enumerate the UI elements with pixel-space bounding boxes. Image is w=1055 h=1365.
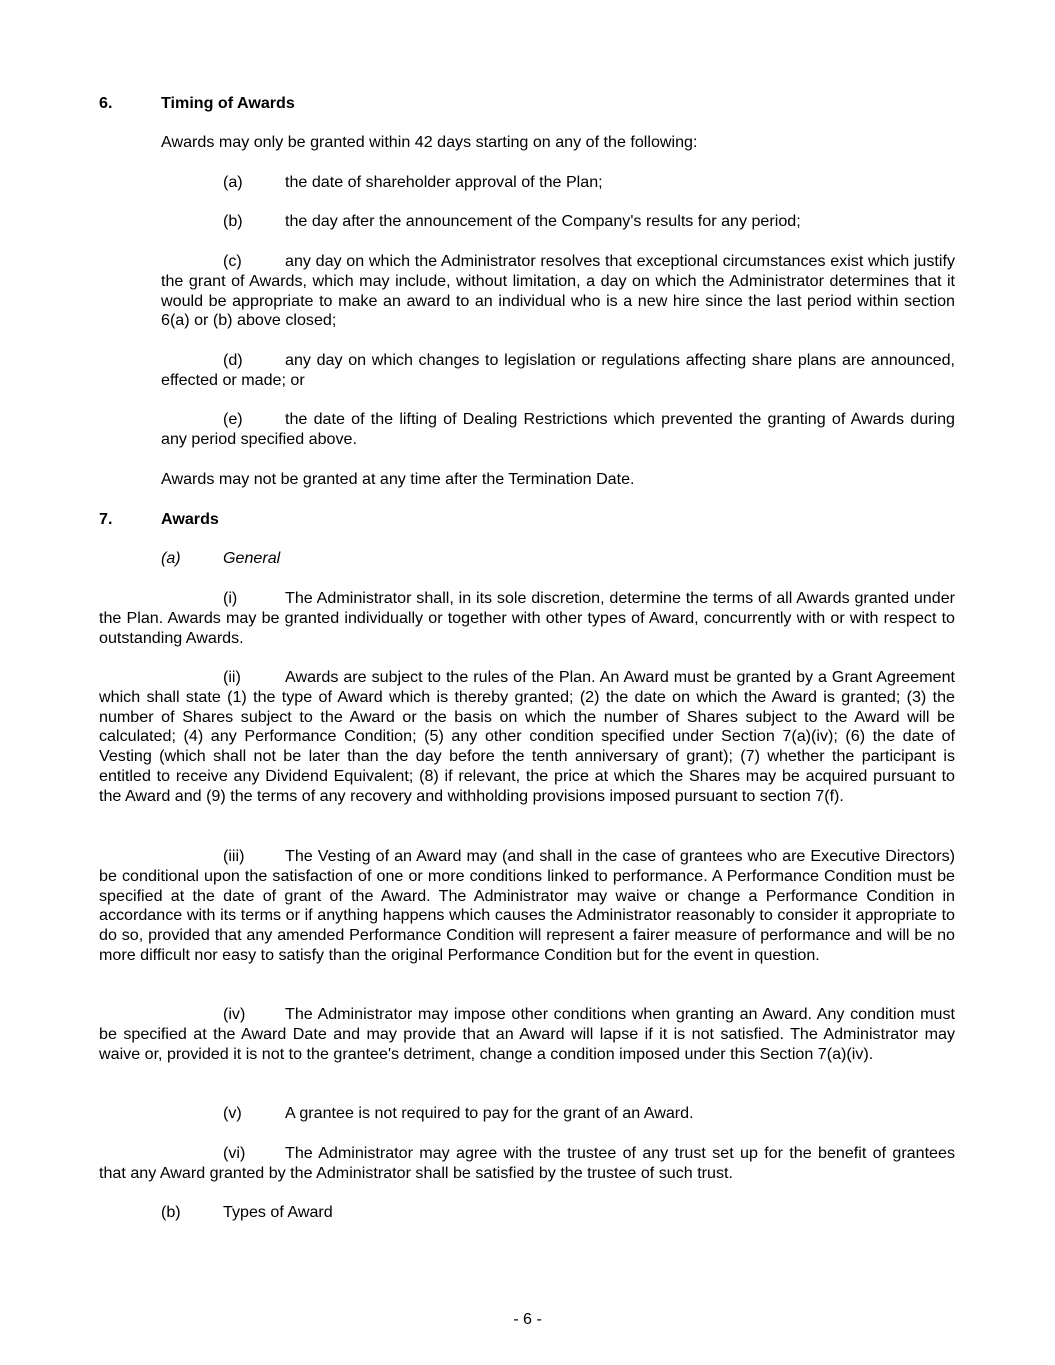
item-text: The Vesting of an Award may (and shall in the case of grantees who are Executive Directors) be conditional upon the satisfaction of one or more conditions linked to performance. A Performance Condition must be specified at the date of grant of the Award. The Administrator may waive or change a Performance Condition in accordance with its terms or if anything happens which causes the Administrator reasonably to consider it appropriate to do so, provided that any amended Performance Condition will represent a fairer measure of performance and will be no more difficult nor easy to satisfy than the original Performance Condition but for the event in question. bbox=[99, 847, 955, 964]
item-text: The Administrator may impose other conditions when granting an Award. Any condition must be specified at the Award Date and may provide that an Award will lapse if it is not satisfied. The Administrator may waive or, provided it is not to the grantee's detriment, change a condition imposed under this Section 7(a)(iv). bbox=[99, 1005, 955, 1063]
section-6-intro: Awards may only be granted within 42 days starting on any of the following: bbox=[161, 133, 698, 151]
section-6-item-c bbox=[161, 252, 955, 331]
item-text: Awards are subject to the rules of the Plan. An Award must be granted by a Grant Agreement which shall state (1) the type of Award which is thereby granted; (2) the date on which the Award is granted; (3) the number of Shares subject to the Award or the basis on which the number of Shares subject to the Award will be calculated; (4) any Performance Condition; (5) any other condition specified under Section 7(a)(iv); (6) the date of Vesting (which shall not be later than the day before the tenth anniversary of grant); (7) whether the participant is entitled to receive any Dividend Equivalent; (8) if relevant, the price at which the Shares may be acquired pursuant to the Award and (9) the terms of any recovery and withholding provisions imposed pursuant to section 7(f). bbox=[99, 668, 955, 805]
item-label: (d) bbox=[223, 351, 243, 369]
section-7-number: 7. bbox=[99, 510, 113, 528]
item-text: any day on which changes to legislation or regulations affecting share plans are announced, effected or made; or bbox=[161, 351, 955, 389]
section-7-item-iii bbox=[99, 847, 955, 966]
subheading-title: Types of Award bbox=[223, 1203, 333, 1221]
section-7-item-iv bbox=[99, 1005, 955, 1064]
item-label: (v) bbox=[223, 1104, 242, 1122]
section-7-title: Awards bbox=[161, 510, 219, 528]
item-text: the day after the announcement of the Company's results for any period; bbox=[285, 212, 801, 230]
item-text: any day on which the Administrator resolves that exceptional circumstances exist which justify the grant of Awards, which may include, without limitation, a day on which the Administrator determines that it would be appropriate to make an award to an individual who is a new hire since the last period within section 6(a) or (b) above closed; bbox=[161, 252, 955, 330]
item-text: the date of shareholder approval of the Plan; bbox=[285, 173, 603, 191]
section-7-item-vi bbox=[99, 1144, 955, 1184]
item-label: (i) bbox=[223, 589, 238, 607]
subheading-label: (b) bbox=[161, 1203, 181, 1221]
subheading-title: General bbox=[223, 549, 281, 567]
section-6-number: 6. bbox=[99, 94, 113, 112]
section-7-item-ii bbox=[99, 668, 955, 807]
item-text: A grantee is not required to pay for the grant of an Award. bbox=[285, 1104, 694, 1122]
page-number: - 6 - bbox=[513, 1310, 542, 1328]
section-7-item-i bbox=[99, 589, 955, 648]
item-text: The Administrator may agree with the trustee of any trust set up for the benefit of grantees that any Award granted by the Administrator shall be satisfied by the trustee of such trust. bbox=[99, 1144, 955, 1182]
item-label: (ii) bbox=[223, 668, 241, 686]
section-6-title: Timing of Awards bbox=[161, 94, 295, 112]
item-label: (vi) bbox=[223, 1144, 246, 1162]
section-6-item-d bbox=[161, 351, 955, 391]
item-label: (e) bbox=[223, 410, 243, 428]
section-6-item-e bbox=[161, 410, 955, 450]
item-label: (a) bbox=[223, 173, 243, 191]
item-text: the date of the lifting of Dealing Restrictions which prevented the granting of Awards during any period specified above. bbox=[161, 410, 955, 448]
item-label: (iv) bbox=[223, 1005, 246, 1023]
item-label: (c) bbox=[223, 252, 242, 270]
item-label: (b) bbox=[223, 212, 243, 230]
subheading-label: (a) bbox=[161, 549, 181, 567]
section-6-closing: Awards may not be granted at any time after the Termination Date. bbox=[161, 470, 635, 488]
item-label: (iii) bbox=[223, 847, 245, 865]
item-text: The Administrator shall, in its sole discretion, determine the terms of all Awards granted under the Plan. Awards may be granted individually or together with other types of Award, concurrently with or with respect to outstanding Awards. bbox=[99, 589, 955, 647]
